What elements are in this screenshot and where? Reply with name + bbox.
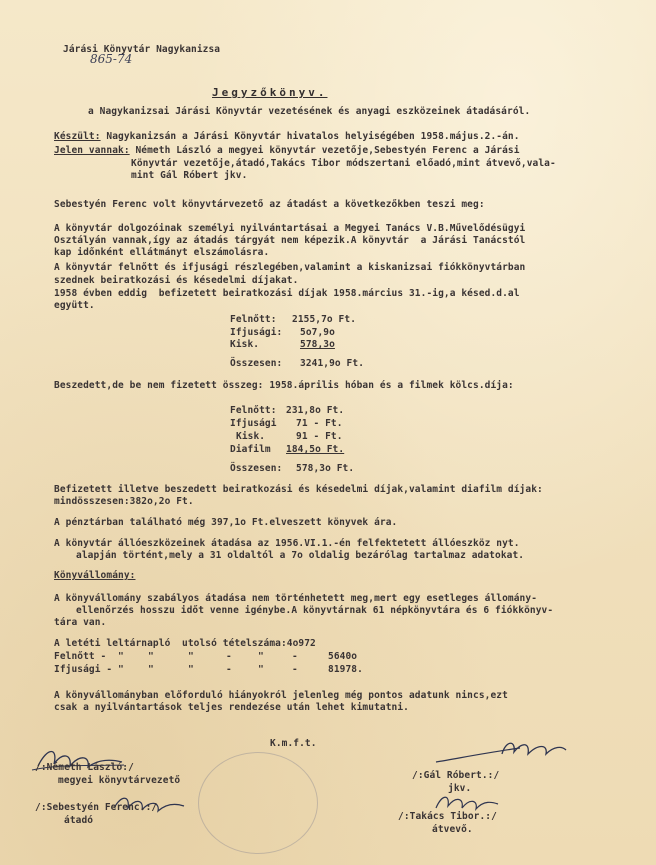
summary-3-line-2: alapján történt,mely a 31 oldaltól a 7o oldalig bezárólag tartalmaz adatokat.: [76, 550, 525, 561]
ditto-mark: ": [258, 664, 264, 675]
collected-row-label: Kisk.: [236, 431, 266, 442]
collected-row-value: 184,5o Ft.: [286, 444, 345, 455]
closing-line-2: csak a nyilvántartások teljes rendezése után lehet kimutatni.: [54, 702, 409, 713]
collected-row-label: Diafilm: [230, 444, 271, 455]
jelen-line-1: [54, 145, 520, 156]
jelen-label: Jelen vannak:: [54, 145, 130, 156]
inventory-felnott-value: 5640o: [328, 651, 358, 662]
paragraph-4-line-1: 1958 évben eddig befizetett beiratkozási díjak 1958.március 31.-ig,a késed.d.al: [54, 288, 520, 299]
document-subtitle: a Nagykanizsai Járási Könyvtár vezetésének és anyagi eszközeinek átadásáról.: [88, 106, 531, 117]
jelen-line-3: mint Gál Róbert jkv.: [131, 170, 248, 181]
signatory-takacs-name: /:Takács Tibor.:/: [398, 811, 497, 822]
ditto-mark: ": [188, 651, 194, 662]
paragraph-2-line-3: kap időnként ellátmányt elszámolásra.: [54, 247, 270, 258]
summary-3-line-1: A könyvtár állóeszközeinek átadása az 1956.VI.1.-én felfektetett állóeszköz nyt.: [54, 538, 520, 549]
stock-line-3: tára van.: [54, 617, 107, 628]
ditto-mark: ": [148, 664, 154, 675]
keszult-label: Készült:: [54, 131, 101, 142]
jelen-line-2: Könyvtár vezetője,átadó,Takács Tibor módszertani előadó,mint átvevő,vala-: [131, 158, 556, 169]
jelen-text-1: Németh László a megyei könyvtár vezetője,Sebestyén Ferenc a Járási: [129, 145, 520, 156]
ditto-mark: ": [258, 651, 264, 662]
summary-2: A pénztárban található még 397,1o Ft.elveszett könyvek ára.: [54, 517, 398, 528]
paid-total-value: 3241,9o Ft.: [300, 358, 365, 369]
closing-line-1: A könyvállományban előforduló hiányokról jelenleg még pontos adatunk nincs,ezt: [54, 690, 508, 701]
dash-mark: -: [292, 664, 298, 675]
stock-line-1: A könyvállomány szabályos átadása nem történhetett meg,mert egy esetleges állomány-: [54, 593, 538, 604]
paid-row-value: 578,3o: [300, 339, 335, 350]
dash-mark: -: [226, 664, 232, 675]
summary-1-line-1: Befizetett illetve beszedett beiratkozási és késedelmi díjak,valamint diafilm díjak:: [54, 484, 543, 495]
ditto-mark: ": [148, 651, 154, 662]
stock-line-2: ellenőrzés hosszu időt venne igénybe.A könyvtárnak 61 népkönyvtára és 6 fiókkönyv-: [76, 605, 554, 616]
collected-row-value: 71 - Ft.: [296, 418, 343, 429]
inventory-felnott-label: Felnőtt -: [54, 651, 107, 662]
signatory-gal-name: /:Gál Róbert.:/: [412, 770, 500, 781]
ditto-mark: ": [118, 664, 124, 675]
collected-row-value: 231,8o Ft.: [286, 405, 345, 416]
paragraph-2-line-1: A könyvtár dolgozóinak személyi nyilvántartásai a Megyei Tanács V.B.Művelődésügyi: [54, 223, 526, 234]
stock-heading: Könyvállomány:: [54, 570, 136, 581]
document-title: Jegyzőkönyv.: [212, 86, 328, 99]
collected-total-label: Összesen:: [230, 463, 283, 474]
ditto-mark: ": [118, 651, 124, 662]
dash-mark: -: [226, 651, 232, 662]
paragraph-3-line-1: A könyvtár felnőtt és ifjusági részlegében,valamint a kiskanizsai fiókkönyvtárban: [54, 262, 526, 273]
paragraph-2-line-2: Osztályán vannak,így az átadás tárgyát nem képezik.A könyvtár a Járási Tanácstól: [54, 235, 526, 246]
inventory-ifjusagi-label: Ifjusági -: [54, 664, 113, 675]
inventory-ifjusagi-value: 81978.: [328, 664, 363, 675]
paid-total-label: Összesen:: [230, 358, 283, 369]
faded-stamp: [198, 752, 318, 854]
signatory-nemeth-name: /:Németh László:/: [35, 762, 134, 773]
collected-row-label: Felnőtt:: [230, 405, 277, 416]
signatory-gal-role: jkv.: [448, 783, 472, 794]
signatory-nemeth-role: megyei könyvtárvezető: [58, 775, 181, 786]
signature-nemeth: [28, 740, 128, 780]
collected-row-value: 91 - Ft.: [296, 431, 343, 442]
paid-row-value: 2155,7o Ft.: [292, 314, 357, 325]
signatory-takacs-role: átvevő.: [432, 824, 473, 835]
institution-header: Járási Könyvtár Nagykanizsa: [63, 44, 221, 55]
ditto-mark: ": [188, 664, 194, 675]
summary-1-line-2: mindösszesen:382o,2o Ft.: [54, 496, 194, 507]
paragraph-1: Sebestyén Ferenc volt könyvtárvezető az átadást a következőkben teszi meg:: [54, 199, 485, 210]
signatory-sebestyen-name: /:Sebestyén Ferenc.:/: [35, 802, 158, 813]
kmft: K.m.f.t.: [270, 738, 317, 749]
paragraph-4-line-2: együtt.: [54, 300, 95, 311]
signatory-sebestyen-role: átadó: [64, 815, 94, 826]
collected-intro: Beszedett,de be nem fizetett összeg: 1958.április hóban és a filmek kölcs.díja:: [54, 380, 514, 391]
collected-total-value: 578,3o Ft.: [296, 463, 355, 474]
paid-row-label: Felnőtt:: [230, 314, 277, 325]
inventory-line-1: A letéti leltárnapló utolsó tételszáma:4o972: [54, 638, 316, 649]
collected-row-label: Ifjusági: [230, 418, 277, 429]
paid-row-label: Kisk.: [230, 339, 260, 350]
dash-mark: -: [292, 651, 298, 662]
paragraph-3-line-2: szednek beiratkozási és késedelmi díjakat.: [54, 275, 299, 286]
paid-row-value: 5o7,9o: [300, 327, 335, 338]
keszult-text: Nagykanizsán a Járási Könyvtár hivatalos helyiségében 1958.május.2.-án.: [100, 131, 520, 142]
handwritten-ref-number: 865-74: [90, 52, 133, 66]
paid-row-label: Ifjusági:: [230, 327, 283, 338]
keszult-line: [54, 131, 520, 142]
